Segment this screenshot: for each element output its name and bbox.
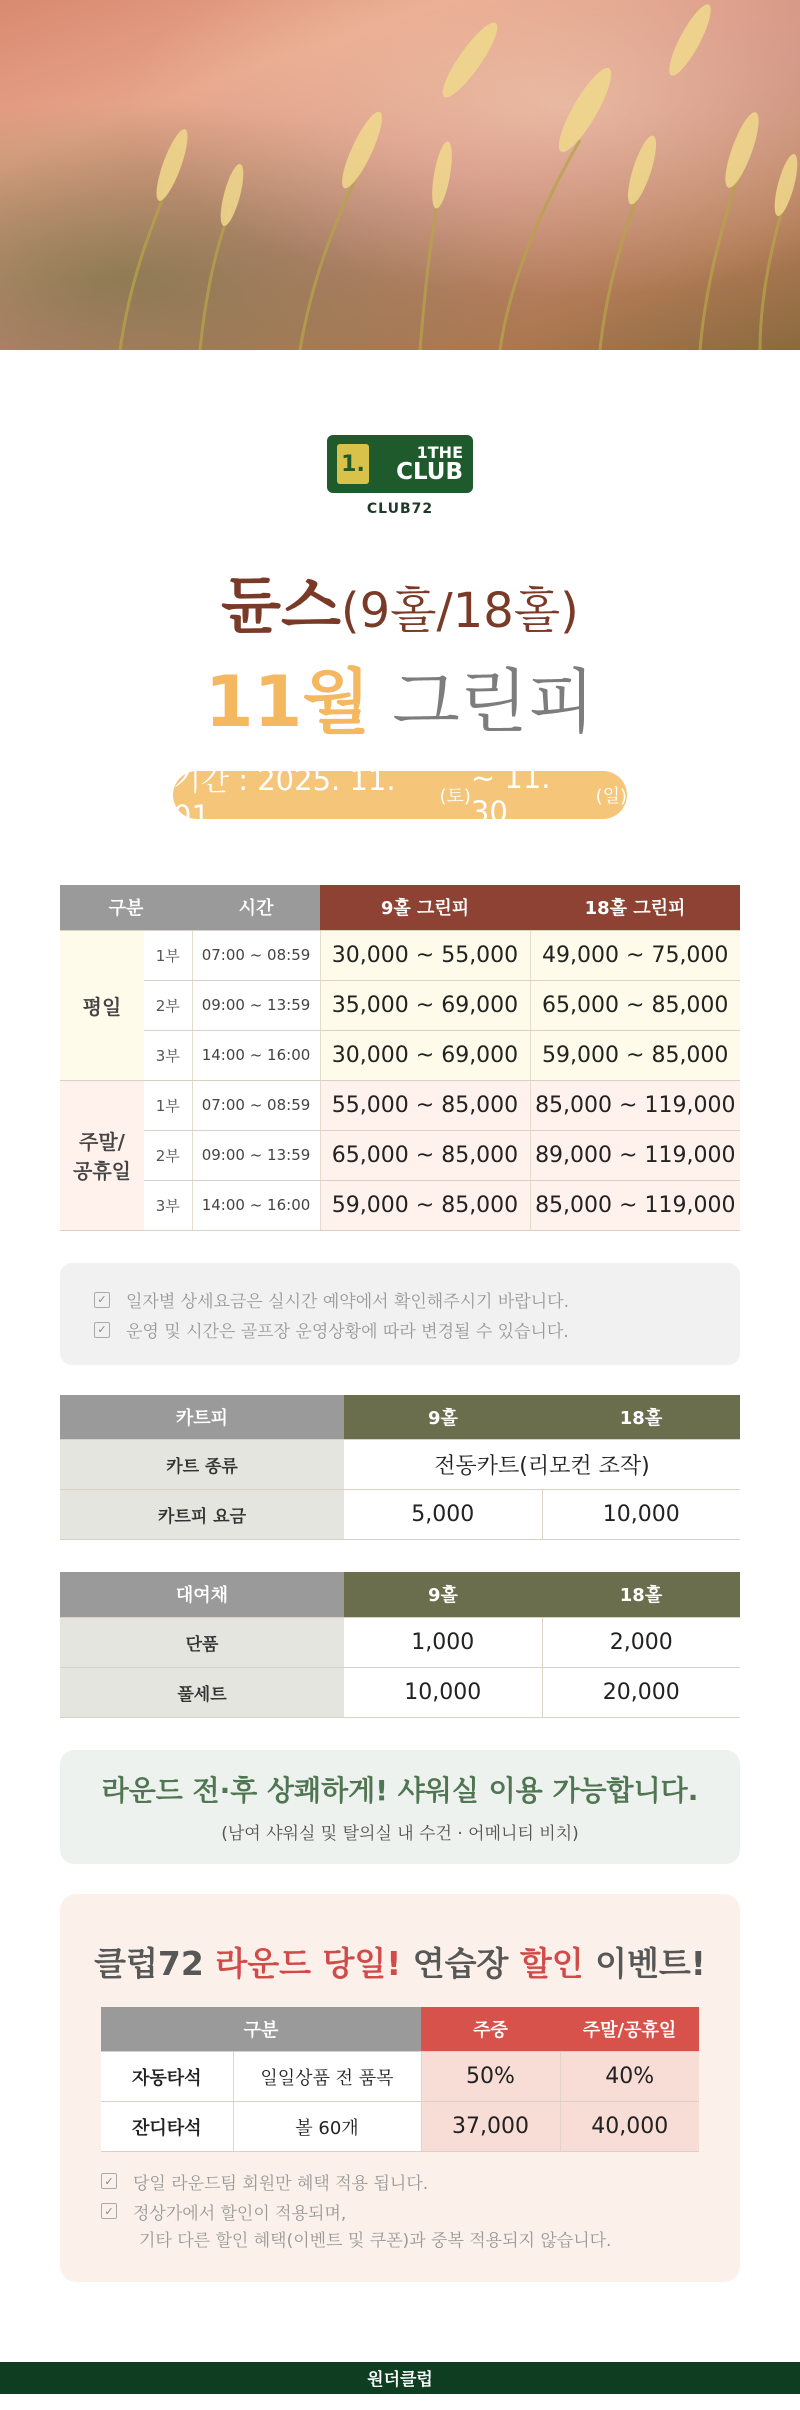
notice-item [94,1315,740,1345]
title-greenfee: 그린피 [392,661,596,743]
row-18hole: 89,000 ~ 119,000 [530,1130,740,1180]
table-row [60,980,740,1030]
row-time: 09:00 ~ 13:59 [192,1130,320,1180]
table-row [60,1130,740,1180]
cart-type-value: 전동카트(리모컨 조작) [344,1440,740,1490]
header-weekend: 주말/공휴일 [560,2007,699,2052]
period-badge [173,761,627,833]
period-end: ~ 11. 30 [470,761,551,829]
rental-18hole: 2,000 [542,1617,740,1667]
row-9hole: 35,000 ~ 69,000 [320,980,530,1030]
table-row [60,1180,740,1230]
event-row-desc: 일일상품 전 품목 [233,2052,421,2102]
table-row [101,2102,699,2152]
group-weekday: 평일 [60,930,144,1080]
logo-subtitle: CLUB72 [366,501,434,517]
cart-fee-label: 카트피 요금 [60,1490,344,1540]
event-row-weekday: 37,000 [421,2102,560,2152]
footer-label[interactable]: 원더클럽 [367,2370,433,2390]
event-note-text: 당일 라운드팀 회원만 혜택 적용 됩니다. [133,2173,429,2194]
rental-label: 풀세트 [60,1667,344,1717]
row-time: 14:00 ~ 16:00 [192,1180,320,1230]
rental-9hole: 1,000 [344,1617,542,1667]
header-rental: 대여채 [60,1572,344,1617]
event-row-desc: 볼 60개 [233,2102,421,2152]
rental-9hole: 10,000 [344,1667,542,1717]
row-18hole: 85,000 ~ 119,000 [530,1080,740,1130]
table-header-row [101,2007,699,2052]
row-part: 2부 [144,980,192,1030]
event-head-a: 클럽72 [94,1943,216,1983]
header-9hole: 9홀 [344,1395,542,1440]
table-row [60,1667,740,1717]
grass-illustration [0,0,800,350]
header-cart: 카트피 [60,1395,344,1440]
notice-text: 일자별 상세요금은 실시간 예약에서 확인해주시기 바랍니다. [126,1292,569,1312]
header-category: 구분 [60,885,192,930]
shower-banner [60,1750,740,1864]
row-9hole: 30,000 ~ 55,000 [320,930,530,980]
event-notes [101,2166,740,2256]
event-box [60,1894,740,2282]
header-18hole: 18홀 [542,1395,740,1440]
greenfee-table [60,885,740,1231]
logo-line-2: CLUB [396,458,463,485]
group-weekend [60,1080,144,1230]
period-start-day: (토) [439,786,471,807]
event-head-b: 라운드 당일! [215,1943,402,1983]
logo-text [379,442,463,485]
row-18hole: 65,000 ~ 85,000 [530,980,740,1030]
course-title [0,569,800,642]
checkbox-icon: ✓ [101,2203,117,2219]
title-month: 11월 [204,661,370,743]
row-time: 07:00 ~ 08:59 [192,1080,320,1130]
cart-fee-18hole: 10,000 [542,1490,740,1540]
row-time: 14:00 ~ 16:00 [192,1030,320,1080]
course-holes: (9홀/18홀) [340,583,579,639]
header-9hole: 9홀 그린피 [320,885,530,930]
logo-line-1: 1THE [416,442,463,462]
event-head-d: 할인 [519,1943,584,1983]
row-9hole: 55,000 ~ 85,000 [320,1080,530,1130]
group-weekend-line1: 주말/ [79,1130,125,1154]
row-9hole: 59,000 ~ 85,000 [320,1180,530,1230]
row-18hole: 59,000 ~ 85,000 [530,1030,740,1080]
notice-box [60,1263,740,1365]
checkbox-icon: ✓ [101,2173,117,2189]
event-note [101,2166,740,2196]
period-end-day: (일) [595,786,627,807]
course-name: 듄스 [221,569,341,642]
logo-mark: 1. [337,444,369,484]
table-row [60,1080,740,1130]
header-18hole: 18홀 [542,1572,740,1617]
notice-text: 운영 및 시간은 골프장 운영상황에 따라 변경될 수 있습니다. [126,1322,569,1342]
row-18hole: 49,000 ~ 75,000 [530,930,740,980]
logo-badge [327,435,473,493]
table-row [60,1617,740,1667]
cart-fee-table [60,1395,740,1541]
event-note [101,2196,740,2226]
event-note-text: 정상가에서 할인이 적용되며, [133,2203,347,2224]
checkbox-icon: ✓ [94,1292,110,1308]
shower-subtext: (남여 샤워실 및 탈의실 내 수건 · 어메니티 비치) [221,1824,579,1844]
rental-18hole: 20,000 [542,1667,740,1717]
hero-image [0,0,800,350]
row-time: 07:00 ~ 08:59 [192,930,320,980]
row-time: 09:00 ~ 13:59 [192,980,320,1030]
header-time: 시간 [192,885,320,930]
row-part: 2부 [144,1130,192,1180]
group-weekend-line2: 공휴일 [73,1159,131,1183]
greenfee-title [0,661,800,743]
row-18hole: 85,000 ~ 119,000 [530,1180,740,1230]
header-weekday: 주중 [421,2007,560,2052]
event-row-label: 잔디타석 [101,2102,233,2152]
row-9hole: 30,000 ~ 69,000 [320,1030,530,1080]
table-header-row [60,885,740,930]
row-part: 3부 [144,1030,192,1080]
row-9hole: 65,000 ~ 85,000 [320,1130,530,1180]
cart-type-label: 카트 종류 [60,1440,344,1490]
row-part: 3부 [144,1180,192,1230]
cart-fee-9hole: 5,000 [344,1490,542,1540]
event-head-c: 연습장 [401,1943,520,1983]
header-category: 구분 [101,2007,421,2052]
event-headline [60,1938,740,1985]
table-row [60,1030,740,1080]
header-9hole: 9홀 [344,1572,542,1617]
table-header-row [60,1395,740,1440]
rental-label: 단품 [60,1617,344,1667]
notice-item [94,1285,740,1315]
event-table [101,2007,699,2153]
table-row [60,930,740,980]
club-rental-table [60,1572,740,1718]
event-row-weekend: 40% [560,2052,699,2102]
row-part: 1부 [144,1080,192,1130]
shower-headline: 라운드 전·후 상쾌하게! 샤워실 이용 가능합니다. [101,1774,699,1807]
table-row [60,1440,740,1490]
header-18hole: 18홀 그린피 [530,885,740,930]
footer-bar[interactable] [0,2362,800,2394]
row-part: 1부 [144,930,192,980]
event-row-label: 자동타석 [101,2052,233,2102]
brand-logo [0,435,800,517]
table-header-row [60,1572,740,1617]
period-start: 기간 : 2025. 11. 01 [173,762,396,833]
table-row [101,2052,699,2102]
event-head-e: 이벤트! [583,1943,706,1983]
event-row-weekend: 40,000 [560,2102,699,2152]
event-row-weekday: 50% [421,2052,560,2102]
table-row [60,1490,740,1540]
event-note-continued: 기타 다른 할인 혜택(이벤트 및 쿠폰)과 중복 적용되지 않습니다. [139,2231,612,2251]
checkbox-icon: ✓ [94,1322,110,1338]
